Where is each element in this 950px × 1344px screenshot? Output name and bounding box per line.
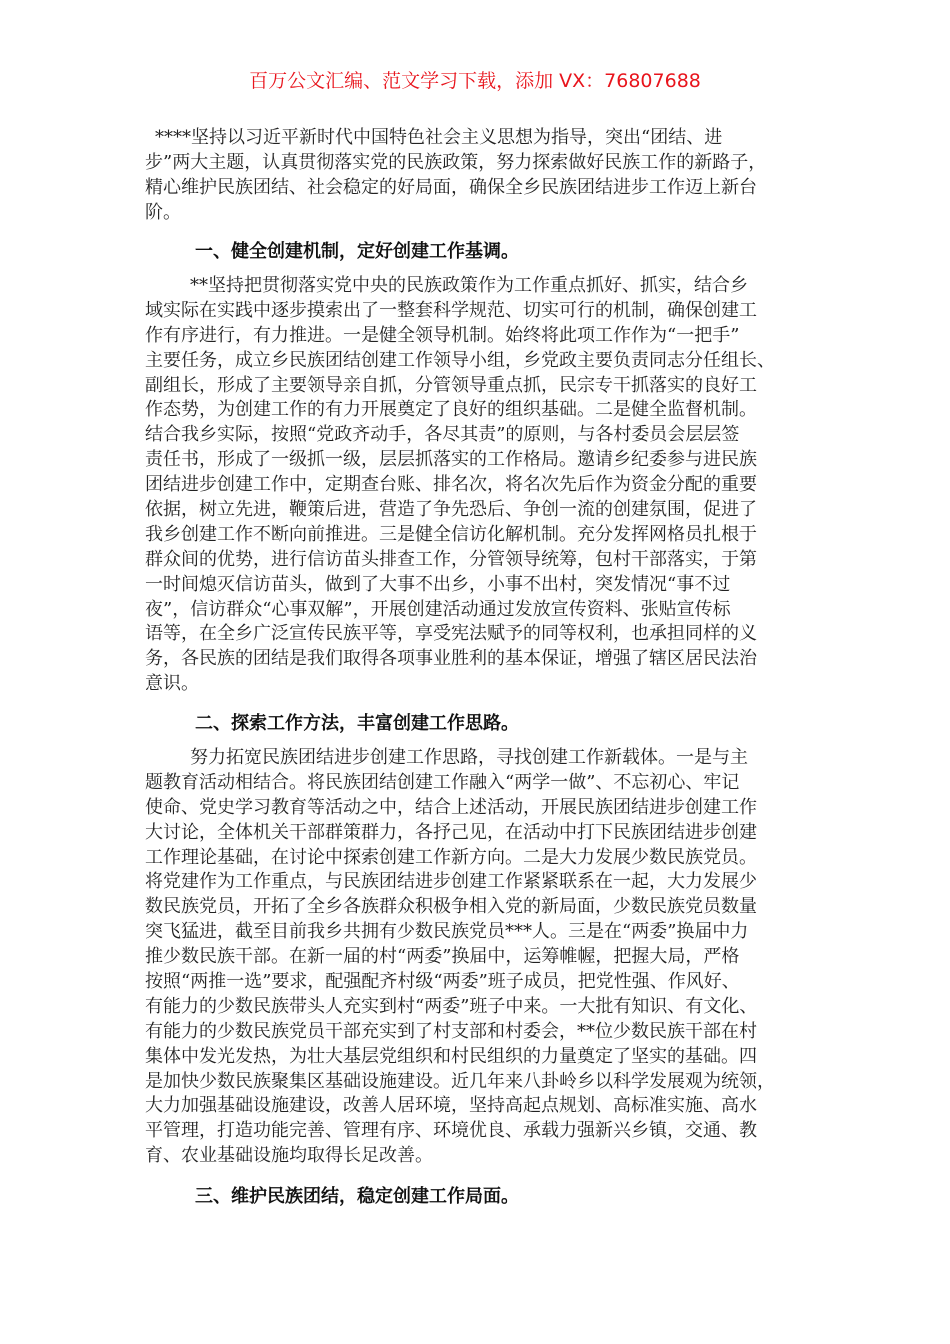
intro-paragraph: [145, 126, 825, 226]
text-line: 将党建作为工作重点，与民族团结进步创建工作紧紧联系在一起，大力发展少: [145, 871, 757, 893]
text-line: 题教育活动相结合。将民族团结创建工作融入“两学一做”、不忘初心、牢记: [145, 771, 740, 793]
text-line: 结合我乡实际，按照“党政齐动手，各尽其责”的原则，与各村委员会层层签: [145, 424, 740, 446]
section-heading-2: 二、探索工作方法，丰富创建工作思路。: [195, 713, 519, 734]
text-line: 按照“两推一选”要求，配强配齐村级“两委”班子成员，把党性强、作风好、: [145, 971, 740, 993]
text-line: 数民族党员，开拓了全乡各族群众积极争相入党的新局面，少数民族党员数量: [145, 896, 757, 918]
section-1-paragraph: [145, 274, 825, 697]
text-line: 使命、党史学习教育等活动之中，结合上述活动，开展民族团结进步创建工作: [145, 796, 757, 818]
section-heading-3: 三、维护民族团结，稳定创建工作局面。: [195, 1186, 519, 1207]
text-line: 作有序进行，有力推进。一是健全领导机制。始终将此项工作作为“一把手”: [145, 324, 740, 346]
text-line: 主要任务，成立乡民族团结创建工作领导小组，乡党政主要负责同志分任组长、: [145, 349, 775, 371]
text-line: 阶。: [145, 201, 181, 223]
text-line: 依据，树立先进，鞭策后进，营造了争先恐后、争创一流的创建氛围，促进了: [145, 499, 757, 521]
text-line: 步”两大主题，认真贯彻落实党的民族政策，努力探索做好民族工作的新路子，: [145, 151, 767, 173]
text-line: 作态势，为创建工作的有力开展奠定了良好的组织基础。二是健全监督机制。: [145, 399, 757, 421]
text-line: 域实际在实践中逐步摸索出了一整套科学规范、切实可行的机制，确保创建工: [145, 299, 757, 321]
text-line: **坚持把贯彻落实党中央的民族政策作为工作重点抓好、抓实，结合乡: [190, 275, 748, 296]
text-line: 大力加强基础设施建设，改善人居环境，坚持高起点规划、高标准实施、高水: [145, 1095, 757, 1117]
section-heading-1: 一、健全创建机制，定好创建工作基调。: [195, 241, 519, 262]
text-line: 平管理，打造功能完善、管理有序、环境优良、承载力强新兴乡镇，交通、教: [145, 1120, 757, 1142]
text-line: 是加快少数民族聚集区基础设施建设。近几年来八卦岭乡以科学发展观为统领，: [145, 1070, 775, 1092]
text-line: 群众间的优势，进行信访苗头排查工作，分管领导统筹，包村干部落实，于第: [145, 548, 757, 570]
text-line: 精心维护民族团结、社会稳定的好局面，确保全乡民族团结进步工作迈上新台: [145, 176, 757, 198]
text-line: 语等，在全乡广泛宣传民族平等，享受宪法赋予的同等权利，也承担同样的义: [145, 623, 757, 645]
text-line: 突飞猛进，截至目前我乡共拥有少数民族党员***人。三是在“两委”换届中力: [145, 921, 749, 943]
text-line: 有能力的少数民族党员干部充实到了村支部和村委会，**位少数民族干部在村: [145, 1020, 757, 1042]
text-line: 务，各民族的团结是我们取得各项事业胜利的基本保证，增强了辖区居民法治: [145, 648, 757, 670]
text-line: 副组长，形成了主要领导亲自抓，分管领导重点抓，民宗专干抓落实的良好工: [145, 374, 757, 396]
text-line: 大讨论，全体机关干部群策群力，各抒己见，在活动中打下民族团结进步创建: [145, 821, 757, 843]
text-line: 团结进步创建工作中，定期查台账、排名次，将名次先后作为资金分配的重要: [145, 474, 757, 496]
text-line: 集体中发光发热，为壮大基层党组织和村民组织的力量奠定了坚实的基础。四: [145, 1045, 757, 1067]
text-line: 努力拓宽民族团结进步创建工作思路，寻找创建工作新载体。一是与主: [190, 747, 748, 768]
text-line: 育、农业基础设施均取得长足改善。: [145, 1145, 433, 1167]
text-line: 推少数民族干部。在新一届的村“两委”换届中，运筹帷幄，把握大局，严格: [145, 946, 740, 968]
text-line: 工作理论基础，在讨论中探索创建工作新方向。二是大力发展少数民族党员。: [145, 846, 757, 868]
text-line: ****坚持以习近平新时代中国特色社会主义思想为指导，突出“团结、进: [155, 127, 723, 148]
text-line: 夜”，信访群众“心事双解”，开展创建活动通过发放宣传资料、张贴宣传标: [145, 598, 731, 620]
text-line: 意识。: [145, 673, 199, 695]
section-2-paragraph: [145, 746, 825, 1169]
download-banner: 百万公文汇编、范文学习下载，添加 VX：76807688: [249, 70, 701, 92]
text-line: 责任书，形成了一级抓一级，层层抓落实的工作格局。邀请乡纪委参与进民族: [145, 449, 757, 471]
text-line: 有能力的少数民族带头人充实到村“两委”班子中来。一大批有知识、有文化、: [145, 995, 758, 1017]
text-line: 一时间熄灭信访苗头，做到了大事不出乡，小事不出村，突发情况“事不过: [145, 573, 731, 595]
text-line: 我乡创建工作不断向前推进。三是健全信访化解机制。充分发挥网格员扎根于: [145, 523, 757, 545]
